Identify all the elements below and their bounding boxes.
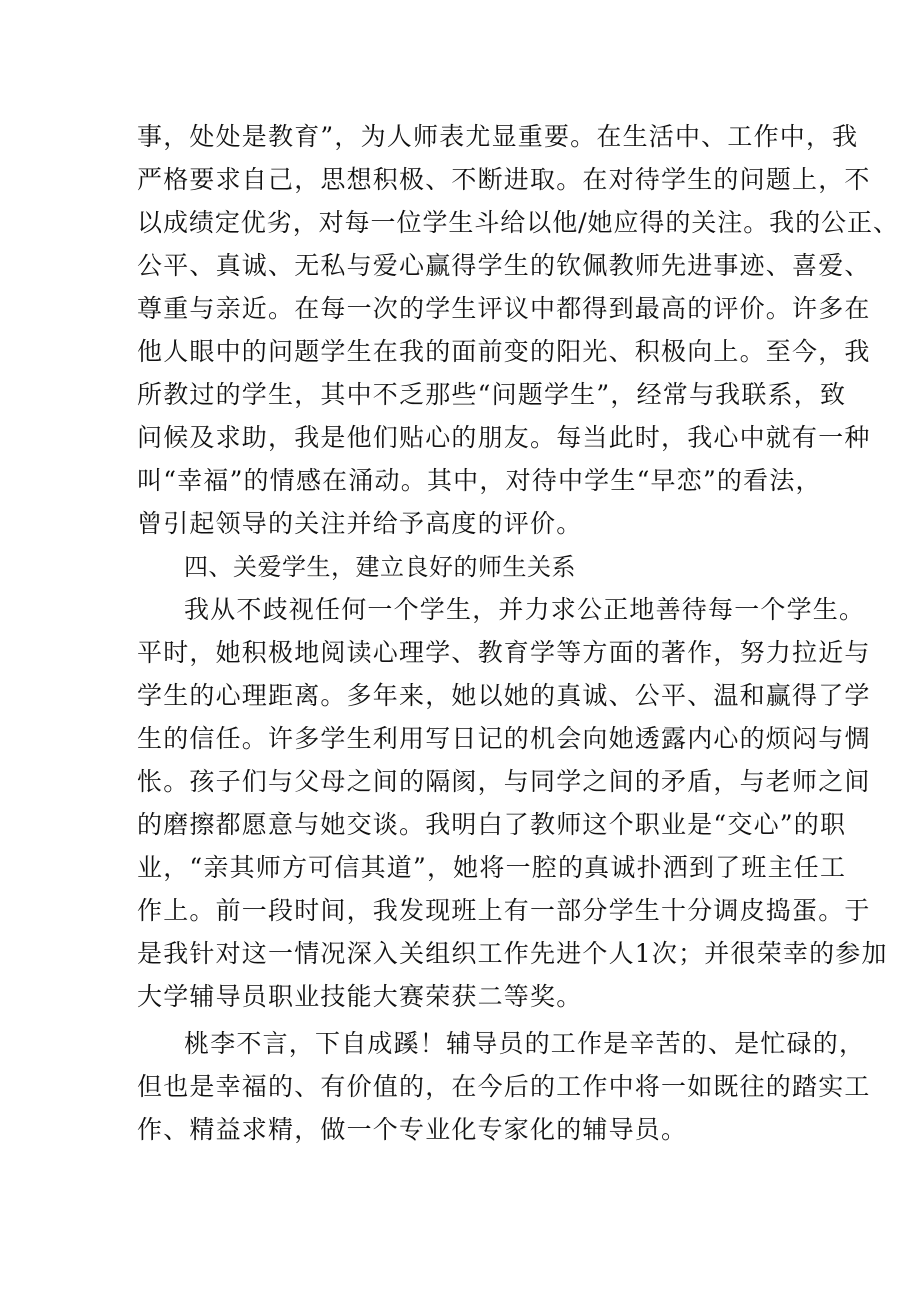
body-line: 作上。前一段时间，我发现班上有一部分学生十分调皮捣蛋。于 [137, 896, 871, 925]
body-line: 大学辅导员职业技能大赛荣获二等奖。 [137, 982, 583, 1011]
body-line: 是我针对这一情况深入关组织工作先进个人1次；并很荣幸的参加 [137, 939, 888, 968]
body-line: 所教过的学生，其中不乏那些“问题学生”，经常与我联系，致 [137, 380, 847, 409]
body-line: 他人眼中的问题学生在我的面前变的阳光、积极向上。至今，我 [137, 337, 871, 366]
body-line: 问候及求助，我是他们贴心的朋友。每当此时，我心中就有一种 [137, 423, 871, 452]
body-line: 以成绩定优劣，对每一位学生斗给以他/她应得的关注。我的公正、 [137, 208, 899, 237]
body-line: 我从不歧视任何一个学生，并力求公正地善待每一个学生。 [184, 595, 866, 624]
body-line: 的磨擦都愿意与她交谈。我明白了教师这个职业是“交心”的职 [137, 810, 847, 839]
body-line: 桃李不言，下自成蹊！辅导员的工作是辛苦的、是忙碌的， [184, 1029, 866, 1058]
body-line: 业，“亲其师方可信其道”，她将一腔的真诚扑洒到了班主任工 [137, 853, 847, 882]
section-heading: 四、关爱学生，建立良好的师生关系 [184, 553, 576, 581]
body-line: 严格要求自己，思想积极、不断进取。在对待学生的问题上，不 [137, 165, 871, 194]
body-line: 尊重与亲近。在每一次的学生评议中都得到最高的评价。许多在 [137, 294, 871, 323]
body-line: 作、精益求精，做一个专业化专家化的辅导员。 [137, 1115, 688, 1144]
body-line: 生的信任。许多学生利用写日记的机会向她透露内心的烦闷与惆 [137, 724, 871, 753]
body-line: 事，处处是教育”，为人师表尤显重要。在生活中、工作中，我 [137, 122, 859, 151]
body-line: 学生的心理距离。多年来，她以她的真诚、公平、温和赢得了学 [137, 681, 871, 710]
body-line: 曾引起领导的关注并给予高度的评价。 [137, 509, 583, 538]
body-line: 平时，她积极地阅读心理学、教育学等方面的著作，努力拉近与 [137, 638, 871, 667]
body-line: 公平、真诚、无私与爱心赢得学生的钦佩教师先进事迹、喜爱、 [137, 251, 871, 280]
body-line: 怅。孩子们与父母之间的隔阂，与同学之间的矛盾，与老师之间 [137, 767, 871, 796]
body-line: 但也是幸福的、有价值的，在今后的工作中将一如既往的踏实工 [137, 1072, 871, 1101]
body-line: 叫“幸福”的情感在涌动。其中，对待中学生“早恋”的看法， [137, 466, 822, 495]
